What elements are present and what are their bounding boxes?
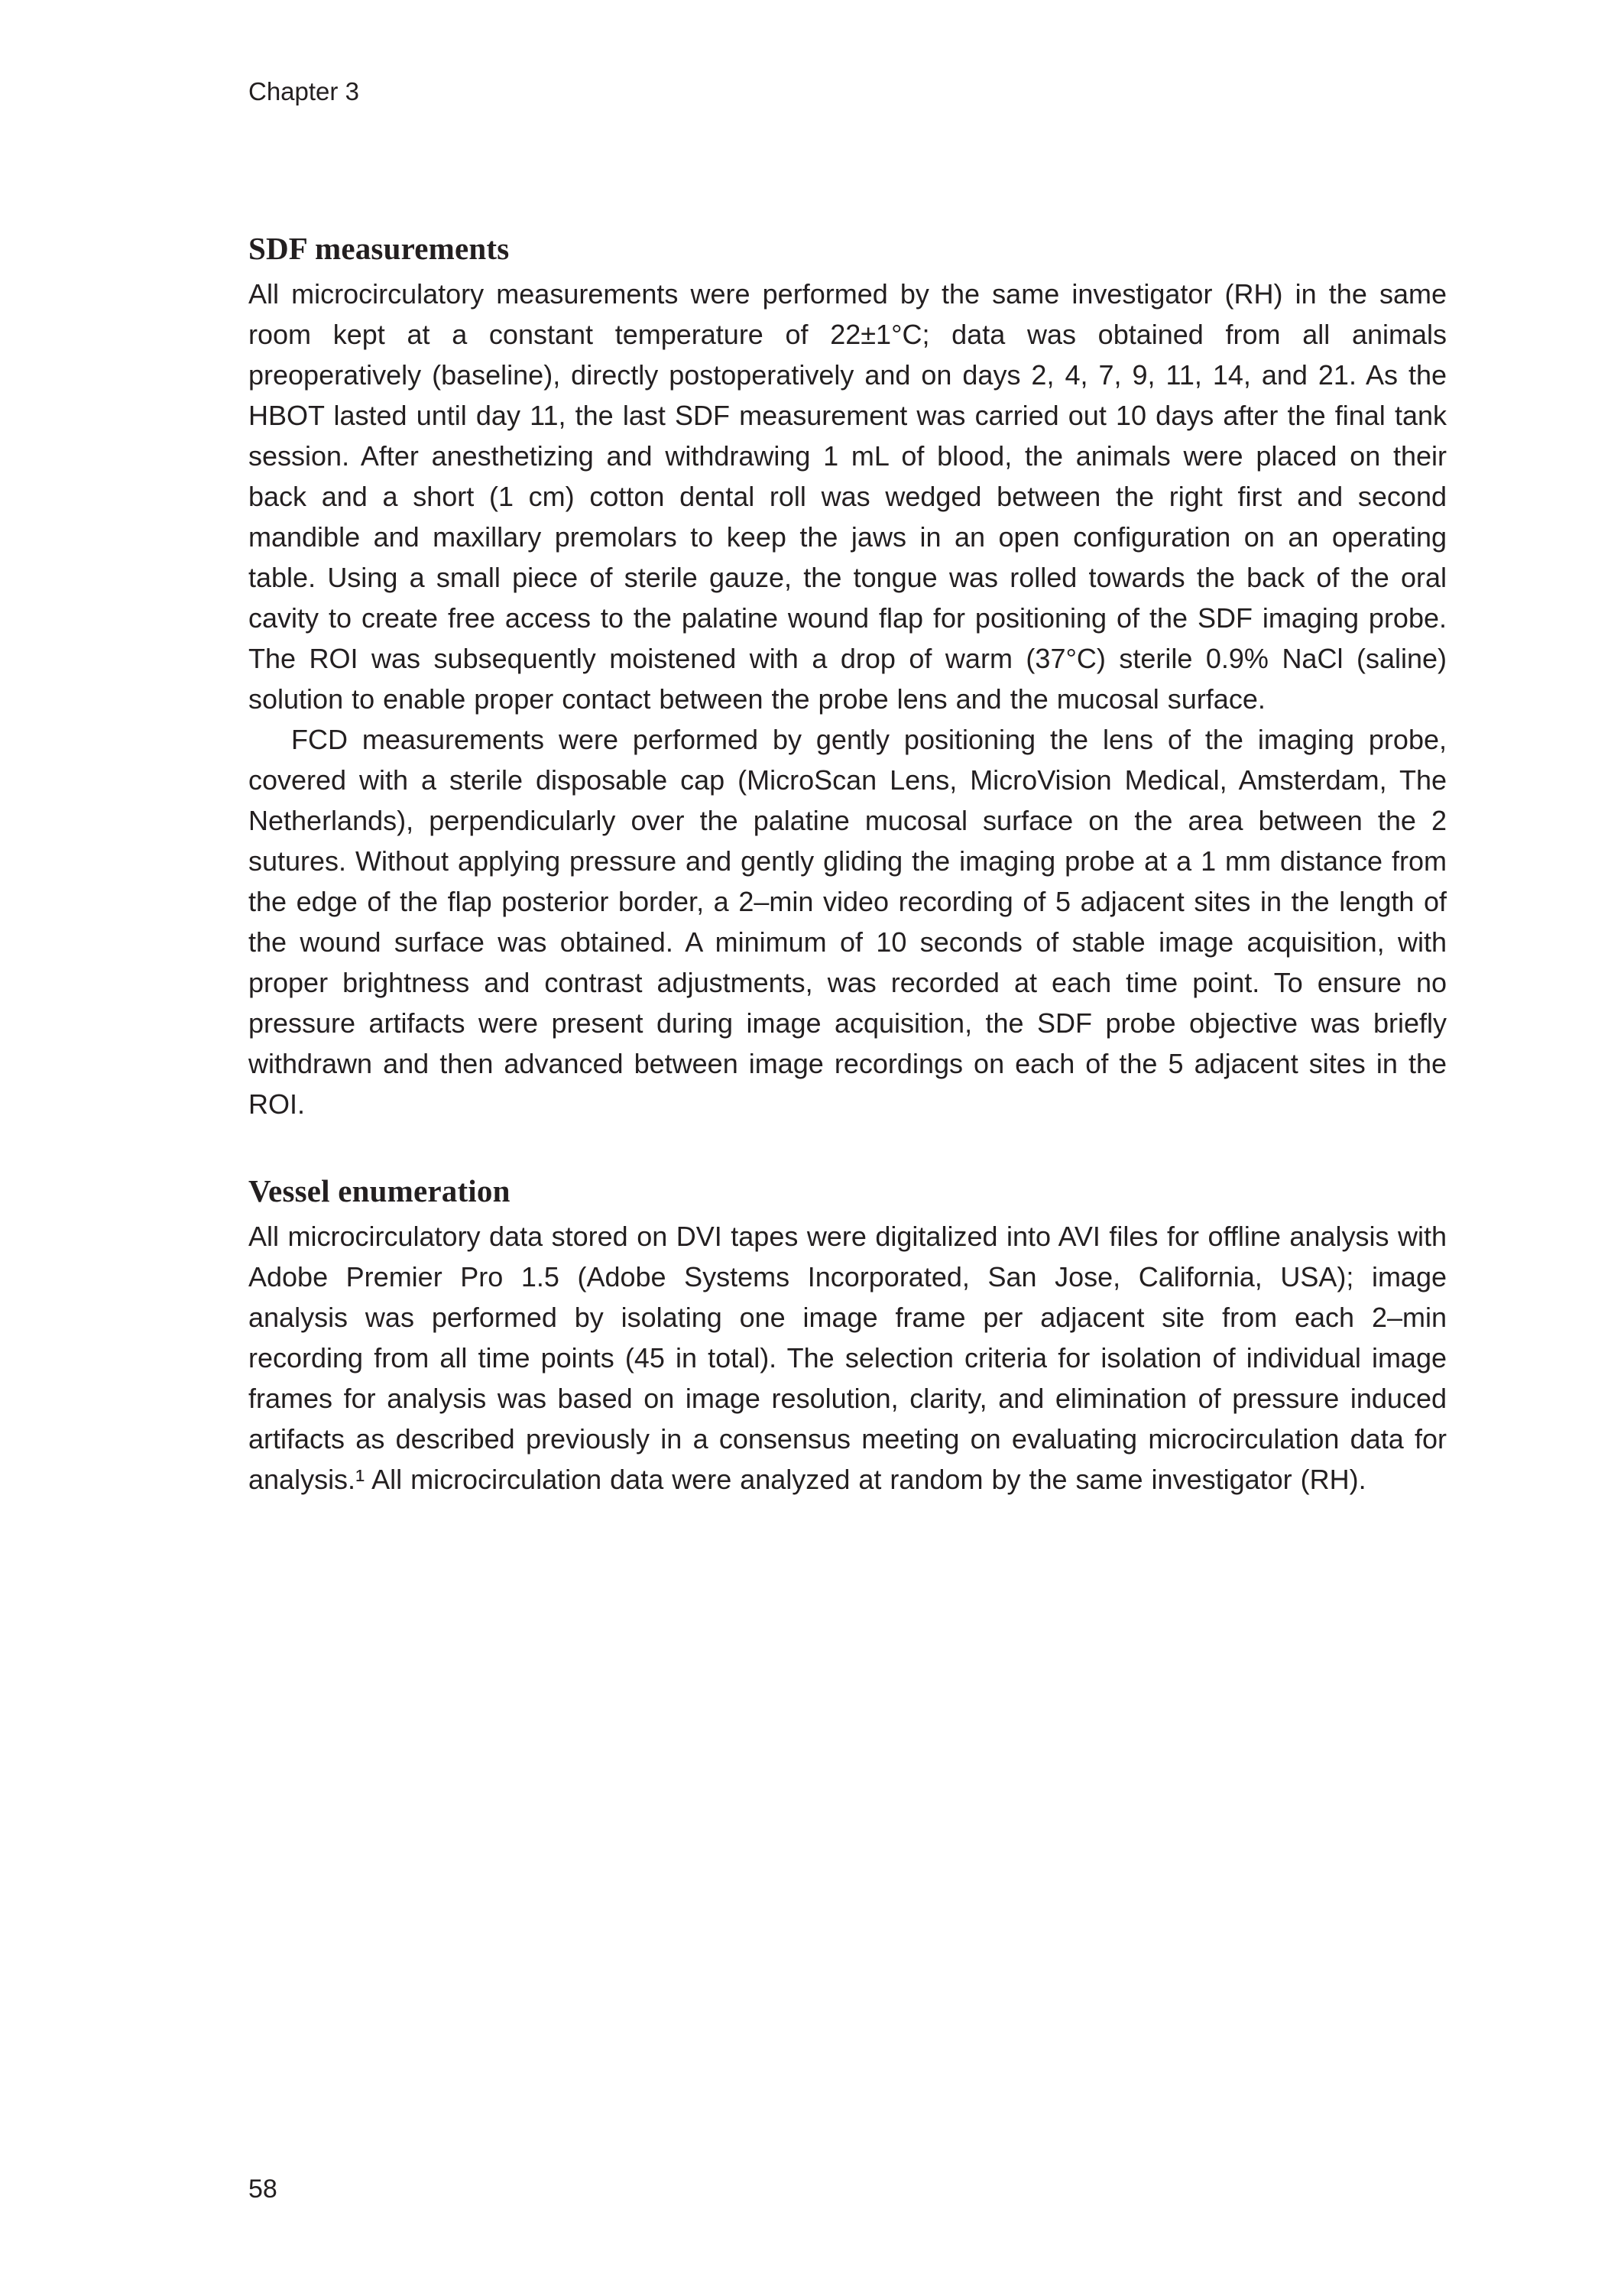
- body-paragraph: FCD measurements were performed by gently positioning the lens of the imaging probe, covered with a sterile disposable cap (MicroScan Lens, MicroVision Medical, Amsterdam, The Netherlands), perpendicularly over the palatine mucosal surface on the area between the 2 sutures. Without applying pressure and gently gliding the imaging probe at a 1 mm distance from the edge of the flap posterior border, a 2–min video recording of 5 adjacent sites in the length of the wound surface was obtained. A minimum of 10 seconds of stable image acquisition, with proper brightness and contrast adjustments, was recorded at each time point. To ensure no pressure artifacts were present during image acquisition, the SDF probe objective was briefly withdrawn and then advanced between image recordings on each of the 5 adjacent sites in the ROI.: [248, 724, 1447, 1120]
- page-number: 58: [248, 2175, 277, 2204]
- running-header: Chapter 3: [248, 77, 359, 105]
- page-content: [248, 0, 1447, 1500]
- body-paragraph: All microcirculatory data stored on DVI tapes were digitalized into AVI files for offline analysis with Adobe Premier Pro 1.5 (Adobe Systems Incorporated, San Jose, California, USA); image analysis was performed by isolating one image frame per adjacent site from each 2–min recording from all time points (45 in total). The selection criteria for isolation of individual image frames for analysis was based on image resolution, clarity, and elimination of pressure induced artifacts as described previously in a consensus meeting on evaluating microcirculation data for analysis.¹ All microcirculation data were analyzed at random by the same investigator (RH).: [248, 1221, 1447, 1495]
- section-heading-sdf-measurements: SDF measurements: [248, 231, 510, 266]
- body-paragraph: All microcirculatory measurements were performed by the same investigator (RH) in the same room kept at a constant temperature of 22±1°C; data was obtained from all animals preoperatively (baseline), directly postoperatively and on days 2, 4, 7, 9, 11, 14, and 21. As the HBOT lasted until day 11, the last SDF measurement was carried out 10 days after the final tank session. After anesthetizing and withdrawing 1 mL of blood, the animals were placed on their back and a short (1 cm) cotton dental roll was wedged between the right first and second mandible and maxillary premolars to keep the jaws in an open configuration on an operating table. Using a small piece of sterile gauze, the tongue was rolled towards the back of the oral cavity to create free access to the palatine wound flap for positioning of the SDF imaging probe. The ROI was subsequently moistened with a drop of warm (37°C) sterile 0.9% NaCl (saline) solution to enable proper contact between the probe lens and the mucosal surface.: [248, 278, 1447, 715]
- section-heading-vessel-enumeration: Vessel enumeration: [248, 1173, 511, 1208]
